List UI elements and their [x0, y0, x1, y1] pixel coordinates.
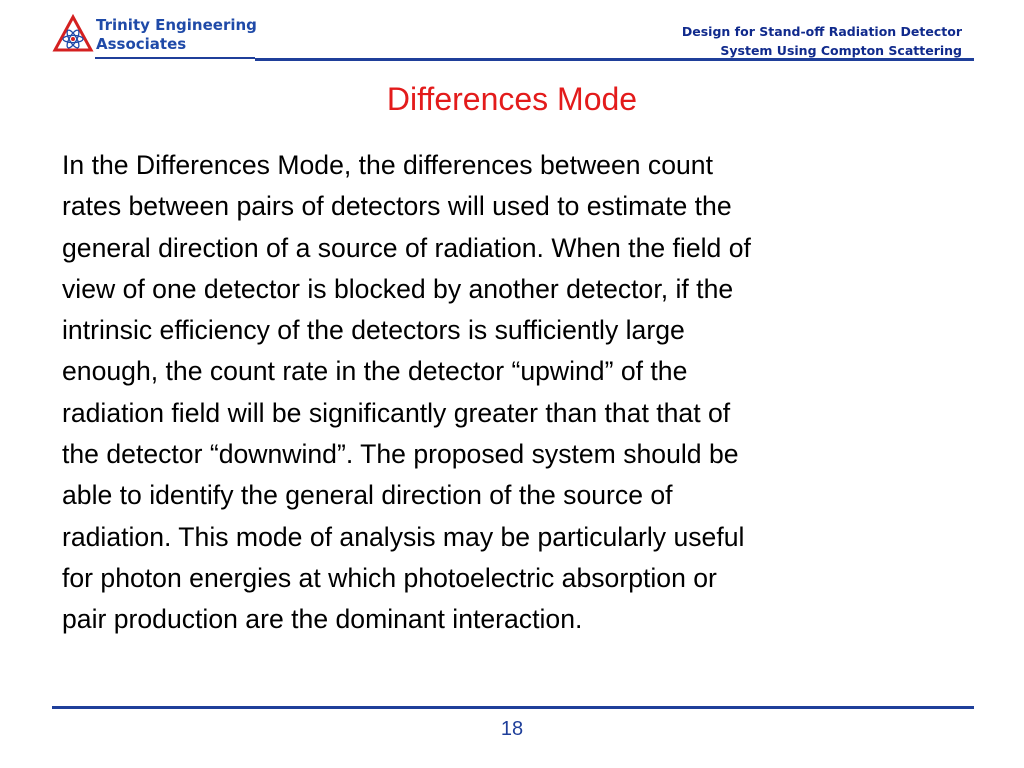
atom-triangle-logo-icon	[52, 14, 94, 56]
body-line: the detector “downwind”. The proposed system should be	[62, 439, 739, 470]
document-title-line2: System Using Compton Scattering	[720, 43, 962, 58]
footer-divider	[52, 706, 974, 709]
body-line: able to identify the general direction of the source of	[62, 480, 673, 511]
slide-title: Differences Mode	[386, 81, 638, 117]
body-line: radiation. This mode of analysis may be particularly useful	[62, 521, 745, 552]
body-line: for photon energies at which photoelectric absorption or	[62, 562, 717, 593]
body-line: enough, the count rate in the detector “upwind” of the	[62, 356, 688, 387]
body-line: view of one detector is blocked by another detector, if the	[62, 273, 734, 304]
body-line: general direction of a source of radiation. When the field of	[62, 232, 751, 263]
org-name	[96, 16, 257, 54]
org-name-line1: Trinity Engineering	[96, 16, 257, 34]
body-line: intrinsic efficiency of the detectors is sufficiently large	[62, 315, 685, 346]
body-line: radiation field will be significantly greater than that that of	[62, 397, 731, 428]
document-title	[682, 22, 962, 60]
body-line: rates between pairs of detectors will used to estimate the	[62, 191, 732, 222]
org-name-line2: Associates	[96, 35, 187, 53]
slide-body	[62, 145, 972, 641]
header-divider-left	[95, 57, 255, 59]
document-title-line1: Design for Stand-off Radiation Detector	[681, 24, 962, 39]
body-line: In the Differences Mode, the differences between count	[62, 150, 713, 180]
body-line: pair production are the dominant interaction.	[62, 604, 583, 635]
page-number: 18	[500, 718, 524, 740]
